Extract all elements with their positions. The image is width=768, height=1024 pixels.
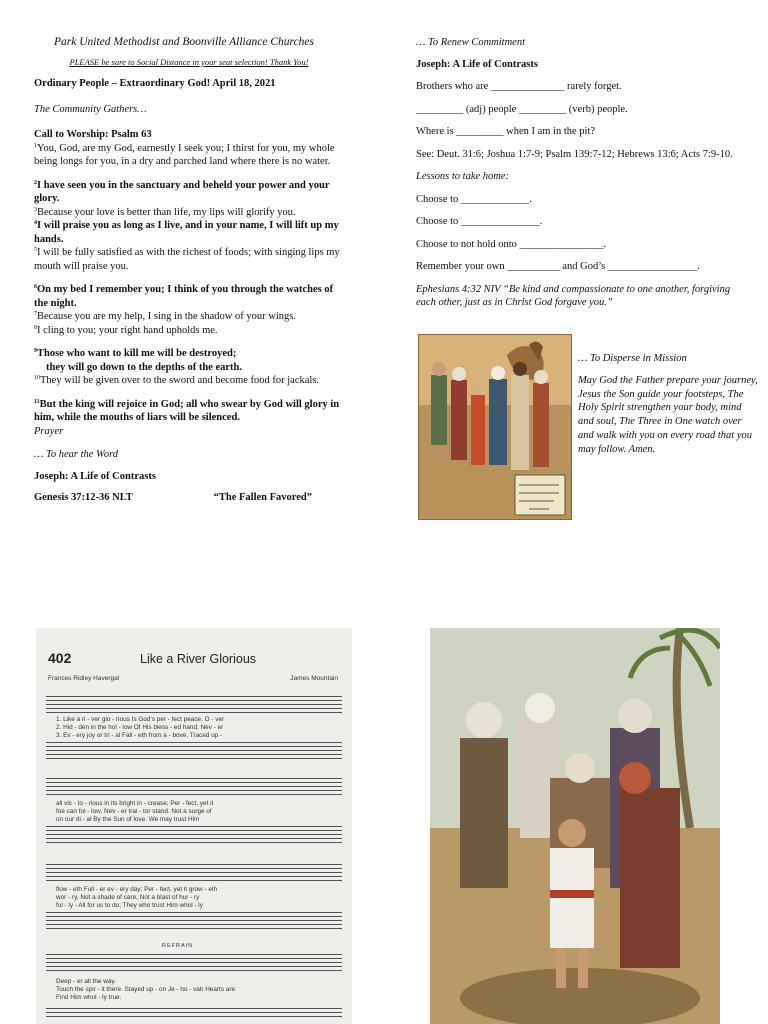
left-column: [34, 36, 344, 505]
lyric-line: ful - ly - All for us to do; They who trust Him whol - ly: [56, 902, 203, 909]
lyric-line: 1. Like a ri - ver glo - rious Is God's per - fect peace, O - ver: [56, 716, 225, 723]
community-gathers: The Community Gathers…: [34, 103, 147, 115]
disperse-block: [578, 352, 758, 457]
prayer-label: Prayer: [34, 425, 64, 437]
note-line-3: Where is _________ when I am in the pit?: [416, 126, 596, 137]
staff-2b: [46, 826, 342, 846]
psalm-verse-10: $^{10}$They will be given over to the sword and become food for jackals.: [34, 375, 320, 386]
psalm-verse-3: $^3$Because your love is better than life, my lips will glorify you.: [34, 206, 296, 218]
joseph-pit-illustration: [430, 628, 720, 1024]
choose-line-3: Choose to not hold onto ________________.: [416, 238, 607, 250]
lyric-line: foe can fol - low, Nev - er trai - tor stand. Not a surge of: [56, 808, 212, 815]
benediction: May God the Father prepare your journey, Jesus the Son guide your footsteps, The Holy Spirit strengthen your body, mind and soul, The Three in One watch over and walk with you on every road that you may follow. Amen.: [578, 374, 758, 455]
psalm-verse-9b: they will go down to the depths of the earth.: [46, 361, 242, 373]
note-line-2: _________ (adj) people _________ (verb) people.: [416, 103, 628, 115]
scripture-row: [34, 491, 324, 505]
psalm-verse-9a: $^9$Those who want to kill me will be destroyed;: [34, 348, 237, 359]
hymn-author: Frances Ridley Havergal: [48, 675, 120, 682]
remember-line: Remember your own __________ and God’s _________________.: [416, 261, 700, 272]
note-line-1: Brothers who are ______________ rarely forget.: [416, 81, 622, 92]
lyric-line: flow - eth Full - er ev - ery day; Per - fect, yet it grow - eth: [56, 886, 218, 893]
sermon-title: “The Fallen Favored”: [213, 492, 312, 503]
scripture-reference: Genesis 37:12-36 NLT: [34, 492, 133, 503]
psalm-verse-6: $^6$On my bed I remember you; I think of you through the watches of the night.: [34, 284, 334, 309]
lyric-line: 3. Ev - ery joy or tri - al Fall - eth from a - bove, Traced up -: [56, 732, 223, 739]
choose-line-1: Choose to _____________.: [416, 193, 532, 205]
staff-1b: [46, 742, 342, 762]
service-title: Ordinary People – Extraordinary God! April 18, 2021: [34, 78, 276, 89]
choose-line-2: Choose to _______________.: [416, 216, 543, 227]
lyric-line: Find Him whol - ly true.: [56, 994, 122, 1001]
hymn-sheet: [36, 628, 352, 1024]
psalm-verse-11: $^{11}$But the king will rejoice in God; all who swear by God will glory in him, while the mouths of liars will be silenced.: [34, 398, 340, 423]
ephesians-verse: Ephesians 4:32 NIV “Be kind and compassionate to one another, forgiving each other, just as in Christ God forgave you.”: [416, 283, 731, 308]
staff-1: [46, 696, 342, 716]
hear-the-word: … To hear the Word: [34, 449, 119, 460]
right-series-title: Joseph: A Life of Contrasts: [416, 58, 538, 70]
right-column: [416, 36, 736, 310]
psalm-verse-1: $^1$You, God, are my God, earnestly I seek you; I thirst for you, my whole being longs for you, in a dry and parched land where there is no water.: [34, 142, 335, 167]
psalm-verse-8: $^8$I cling to you; your right hand upholds me.: [34, 324, 218, 336]
staff-3: [46, 864, 342, 884]
hymn-composer: James Mountain: [290, 675, 338, 682]
disperse-heading: … To Disperse in Mission: [578, 353, 687, 364]
staff-5: [46, 1008, 342, 1020]
lyric-line: wor - ry, Not a shade of care, Not a blast of hur - ry: [56, 894, 200, 901]
psalm-verse-4: $^4$I will praise you as long as I live, and in your name, I will lift up my hands.: [34, 220, 339, 245]
renew-commitment: … To Renew Commitment: [416, 37, 525, 48]
lyric-line: Deep - er all the way.: [56, 978, 116, 985]
psalm-verse-5: $^5$I will be fully satisfied as with the richest of foods; with singing lips my mouth will praise you.: [34, 247, 340, 272]
lyric-line: Touch the spir - it there. Stayed up - on Je - ho - vah Hearts are: [56, 986, 236, 993]
lessons-heading: Lessons to take home:: [416, 171, 510, 182]
lyric-line: all vic - to - rious in its bright in - crease; Per - fect, yet it: [56, 800, 214, 807]
psalm-verse-7: $^7$Because you are my help, I sing in the shadow of your wings.: [34, 311, 296, 322]
lyric-line: on our di - al By the Sun of love. We may trust Him: [56, 816, 200, 823]
lyric-line: 2. Hid - den in the hol - low Of His bless - ed hand, Nev - er: [56, 724, 224, 731]
sermon-series: Joseph: A Life of Contrasts: [34, 470, 156, 482]
joseph-merchants-illustration: [418, 334, 572, 520]
see-references: See: Deut. 31:6; Joshua 1:7-9; Psalm 139:7-12; Hebrews 13:6; Acts 7:9-10.: [416, 148, 733, 160]
call-to-worship-heading: Call to Worship: Psalm 63: [34, 129, 152, 140]
social-distance-notice: PLEASE be sure to Social Distance in your seat selection! Thank You!: [69, 56, 309, 67]
staff-3b: [46, 912, 342, 932]
refrain-label: REFRAIN: [162, 943, 194, 949]
staff-4: [46, 954, 342, 974]
psalm-verse-2: $^2$I have seen you in the sanctuary and beheld your power and your glory.: [34, 179, 330, 204]
hymn-number: 402: [48, 650, 72, 666]
church-names: Park United Methodist and Boonville Alliance Churches: [54, 36, 314, 48]
staff-2: [46, 778, 342, 798]
hymn-title: Like a River Glorious: [140, 652, 257, 666]
